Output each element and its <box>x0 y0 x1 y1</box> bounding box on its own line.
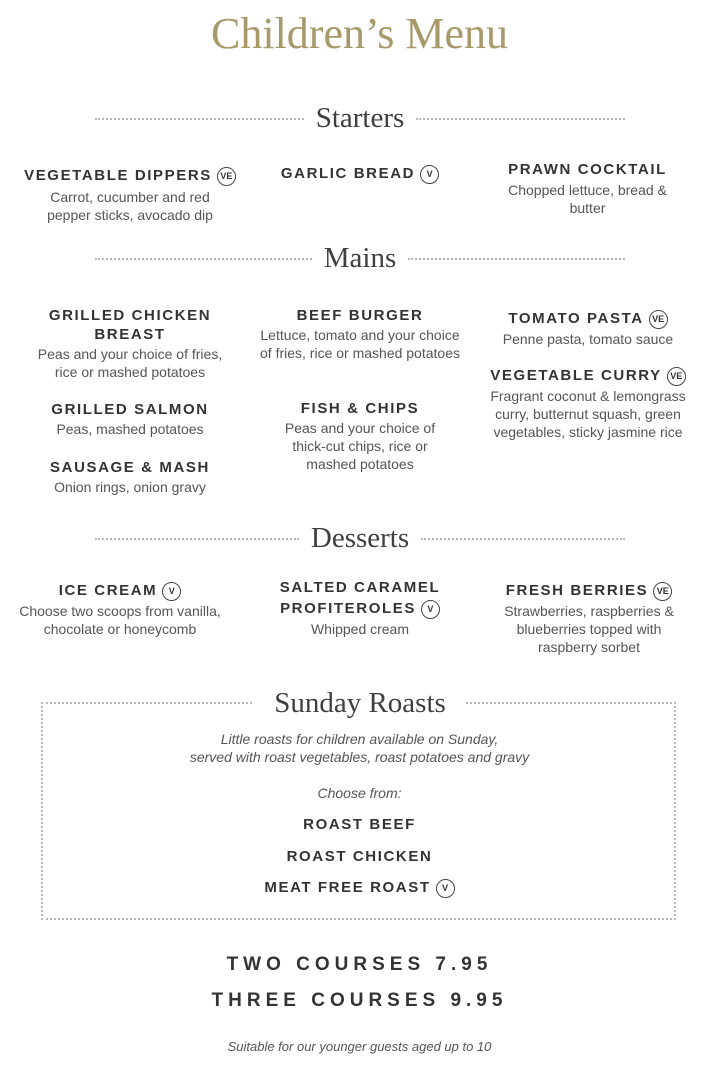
main-item <box>478 309 698 348</box>
vegetarian-badge-icon: V <box>162 582 181 601</box>
dish-description: Strawberries, raspberries & blueberries topped with raspberry sorbet <box>504 603 674 655</box>
dish-name: VEGETABLE DIPPERS VE <box>20 166 240 186</box>
menu-title: Children’s Menu <box>211 9 508 58</box>
dish-name: PRAWN COCKTAIL <box>508 161 667 178</box>
dish-name: VEGETABLE CURRY VE <box>478 366 698 386</box>
starter-item <box>480 160 695 217</box>
dish-name: FISH & CHIPS <box>300 400 420 417</box>
dish-description: Chopped lettuce, bread & butter <box>508 182 667 216</box>
dish-description: Peas, mashed potatoes <box>56 421 204 437</box>
dessert-item <box>5 581 235 638</box>
dish-description: Whipped cream <box>310 621 410 637</box>
dish-name: ICE CREAM V <box>5 581 235 601</box>
dish-description: Peas and your choice of thick-cut chips, rice or mashed potatoes <box>284 420 436 472</box>
dish-name: PROFITEROLES V <box>250 599 470 619</box>
sunday-roasts-heading: Sunday Roasts <box>254 686 466 720</box>
price-two-courses: TWO COURSES 7.95 <box>226 954 493 975</box>
roast-option: ROAST CHICKEN <box>286 848 433 865</box>
vegetarian-badge-icon: V <box>421 600 440 619</box>
vegan-badge-icon: VE <box>667 367 686 386</box>
main-item <box>478 366 698 441</box>
choose-from-label: Choose from: <box>317 785 402 801</box>
starters-heading-row <box>95 104 625 133</box>
dish-name: GRILLED CHICKEN BREAST <box>48 307 212 343</box>
dish-name: GARLIC BREAD V <box>250 164 470 184</box>
dessert-item <box>484 581 694 656</box>
dish-name: TOMATO PASTA VE <box>478 309 698 329</box>
dish-description: Penne pasta, tomato sauce <box>502 331 674 347</box>
dish-name: SALTED CARAMEL <box>279 579 441 596</box>
vegetarian-badge-icon: V <box>420 165 439 184</box>
price-three-courses: THREE COURSES 9.95 <box>211 990 508 1011</box>
sunday-intro: Little roasts for children available on Sunday, <box>220 731 499 747</box>
main-item <box>20 458 240 496</box>
dish-name: GRILLED SALMON <box>51 401 209 418</box>
divider-dots <box>408 258 625 260</box>
vegan-badge-icon: VE <box>649 310 668 329</box>
roast-option: MEAT FREE ROAST V <box>0 878 719 898</box>
vegetarian-badge-icon: V <box>436 879 455 898</box>
main-item <box>20 400 240 438</box>
divider-dots <box>95 118 304 120</box>
main-item <box>250 306 470 362</box>
dessert-item <box>250 578 470 638</box>
age-note: Suitable for our younger guests aged up to 10 <box>227 1039 492 1054</box>
starter-item <box>250 164 470 184</box>
dish-name: FRESH BERRIES VE <box>484 581 694 601</box>
dish-name: SAUSAGE & MASH <box>50 459 210 476</box>
divider-dots <box>95 538 299 540</box>
sunday-intro: served with roast vegetables, roast potatoes and gravy <box>189 749 530 765</box>
mains-heading: Mains <box>323 242 397 274</box>
dish-description: Peas and your choice of fries, rice or mashed potatoes <box>37 346 223 380</box>
desserts-heading-row <box>95 524 625 553</box>
dish-description: Fragrant coconut & lemongrass curry, butternut squash, green vegetables, sticky jasmine rice <box>490 388 686 440</box>
desserts-heading: Desserts <box>310 522 410 554</box>
roast-option: ROAST BEEF <box>303 816 416 833</box>
dish-description: Choose two scoops from vanilla, chocolate or honeycomb <box>19 603 221 637</box>
divider-dots <box>95 258 312 260</box>
dish-description: Onion rings, onion gravy <box>54 479 206 495</box>
starter-item <box>20 166 240 224</box>
main-item <box>20 306 240 381</box>
dish-description: Carrot, cucumber and red pepper sticks, avocado dip <box>47 189 213 223</box>
divider-dots <box>416 118 625 120</box>
mains-heading-row <box>95 244 625 273</box>
divider-dots <box>421 538 625 540</box>
starters-heading: Starters <box>315 102 405 134</box>
dish-name: BEEF BURGER <box>296 307 424 324</box>
main-item <box>250 399 470 473</box>
vegan-badge-icon: VE <box>653 582 672 601</box>
dish-description: Lettuce, tomato and your choice of fries, rice or mashed potatoes <box>260 327 460 361</box>
vegan-badge-icon: VE <box>217 167 236 186</box>
